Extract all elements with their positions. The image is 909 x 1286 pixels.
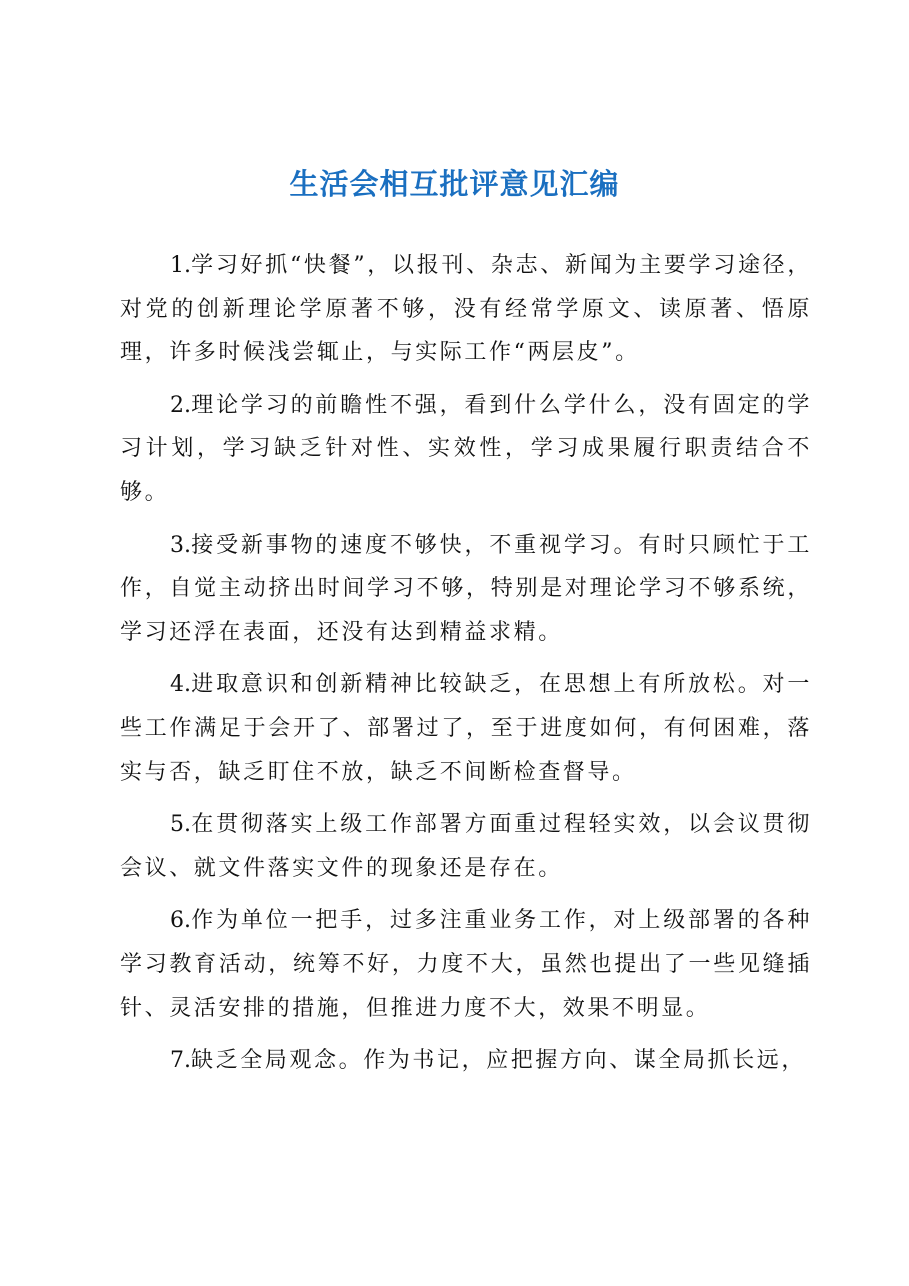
paragraph-number: 3. (170, 532, 191, 558)
paragraph-text: 接受新事物的速度不够快，不重视学习。有时只顾忙于工作，自觉主动挤出时间学习不够，特别是对理论学习不够系统，学习还浮在表面，还没有达到精益求精。 (120, 532, 812, 645)
paragraph-7 (120, 1039, 812, 1083)
paragraph-number: 7. (170, 1048, 191, 1074)
paragraph-text: 缺乏全局观念。作为书记，应把握方向、谋全局抓长远， (191, 1048, 807, 1074)
paragraph-text: 作为单位一把手，过多注重业务工作，对上级部署的各种学习教育活动，统筹不好，力度不大，虽然也提出了一些见缝插针、灵活安排的措施，但推进力度不大，效果不明显。 (120, 908, 812, 1021)
paragraph-text: 进取意识和创新精神比较缺乏，在思想上有所放松。对一些工作满足于会开了、部署过了，至于进度如何，有何困难，落实与否，缺乏盯住不放，缺乏不间断检查督导。 (120, 672, 812, 785)
paragraph-number: 5. (170, 812, 191, 838)
document-title: 生活会相互批评意见汇编 (289, 167, 620, 201)
paragraph-3 (120, 524, 812, 655)
paragraph-1 (120, 244, 812, 375)
paragraph-number: 6. (170, 908, 191, 934)
document-body (120, 244, 812, 1092)
paragraph-4 (120, 663, 812, 794)
paragraph-number: 1. (170, 253, 191, 278)
paragraph-5 (120, 803, 812, 890)
paragraph-text: 理论学习的前瞻性不强，看到什么学什么，没有固定的学习计划，学习缺乏针对性、实效性，学习成果履行职责结合不够。 (120, 392, 812, 505)
paragraph-2 (120, 384, 812, 515)
paragraph-number: 2. (170, 392, 191, 418)
paragraph-text: 学习好抓“快餐”，以报刊、杂志、新闻为主要学习途径，对党的创新理论学原著不够，没有经常学原文、读原著、悟原理，许多时候浅尝辄止，与实际工作“两层皮”。 (120, 253, 812, 366)
paragraph-text: 在贯彻落实上级工作部署方面重过程轻实效，以会议贯彻会议、就文件落实文件的现象还是存在。 (120, 812, 812, 881)
paragraph-6 (120, 899, 812, 1030)
paragraph-number: 4. (170, 672, 191, 698)
